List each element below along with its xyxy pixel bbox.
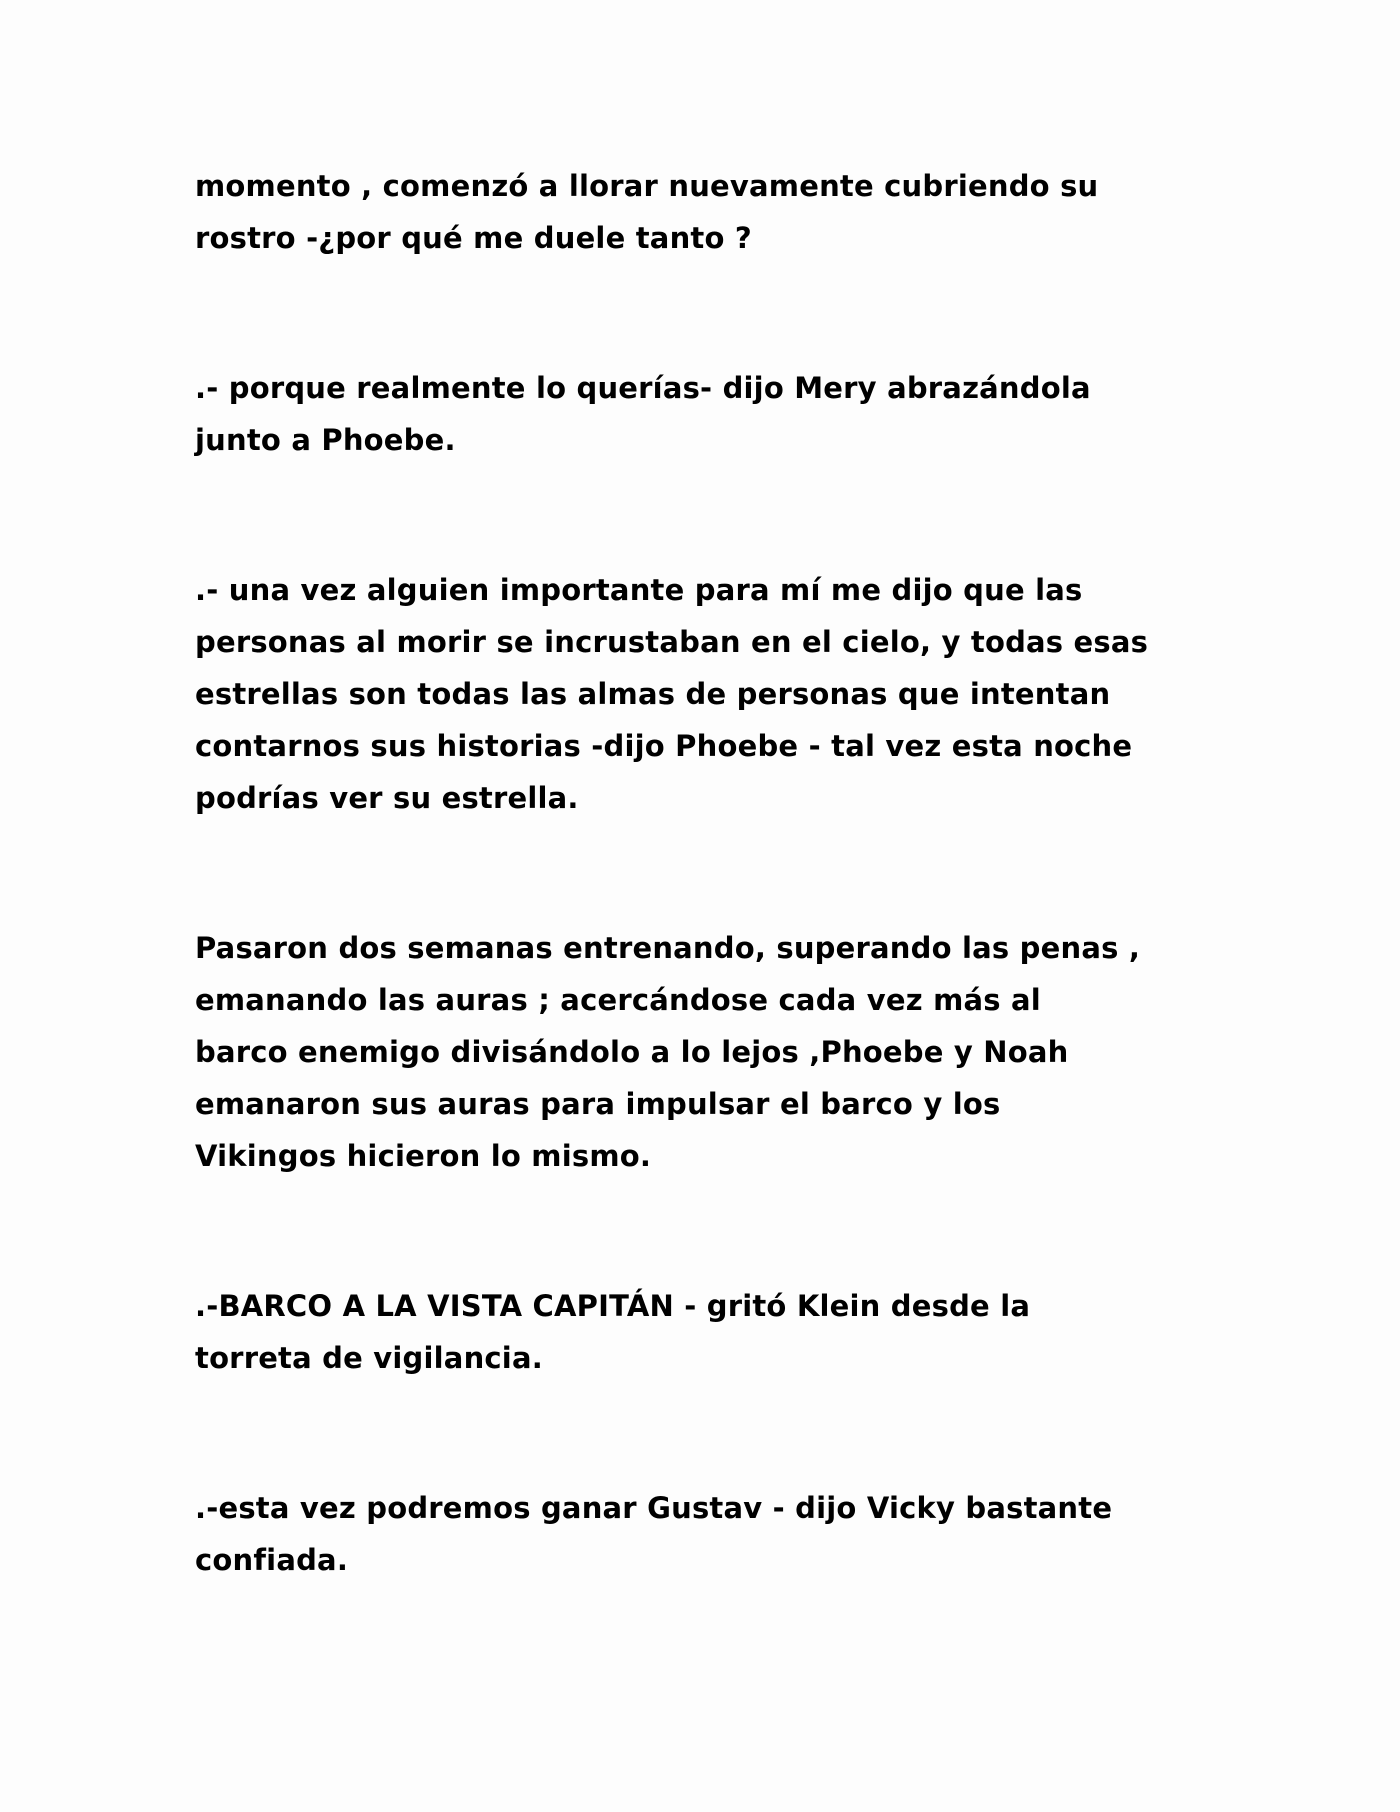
paragraph-5 [195, 1280, 1255, 1384]
text-line: .-BARCO A LA VISTA CAPITÁN - gritó Klein desde la [195, 1289, 1031, 1323]
text-line: emanaron sus auras para impulsar el barco y los [195, 1087, 1001, 1121]
text-line: barco enemigo divisándolo a lo lejos ,Phoebe y Noah [195, 1035, 1069, 1069]
text-line: podrías ver su estrella. [195, 781, 579, 815]
text-line: Pasaron dos semanas entrenando, superando las penas , [195, 931, 1141, 965]
text-line: contarnos sus historias -dijo Phoebe - tal vez esta noche [195, 729, 1133, 763]
text-line: .- porque realmente lo querías- dijo Mery abrazándola [195, 371, 1091, 405]
text-line: .- una vez alguien importante para mí me dijo que las [195, 573, 1083, 607]
text-line: personas al morir se incrustaban en el cielo, y todas esas [195, 625, 1149, 659]
text-line: estrellas son todas las almas de personas que intentan [195, 677, 1111, 711]
paragraph-3 [195, 564, 1255, 824]
paragraph-4 [195, 922, 1255, 1182]
text-line: torreta de vigilancia. [195, 1341, 543, 1375]
paragraph-6 [195, 1482, 1255, 1586]
text-line: emanando las auras ; acercándose cada vez más al [195, 983, 1041, 1017]
text-line: junto a Phoebe. [195, 423, 456, 457]
paragraph-2 [195, 362, 1255, 466]
text-line: rostro -¿por qué me duele tanto ? [195, 221, 752, 255]
text-line: confiada. [195, 1543, 349, 1577]
text-line: Vikingos hicieron lo mismo. [195, 1139, 652, 1173]
paragraph-1 [195, 160, 1255, 264]
text-line: momento , comenzó a llorar nuevamente cubriendo su [195, 169, 1099, 203]
text-line: .-esta vez podremos ganar Gustav - dijo Vicky bastante [195, 1491, 1113, 1525]
